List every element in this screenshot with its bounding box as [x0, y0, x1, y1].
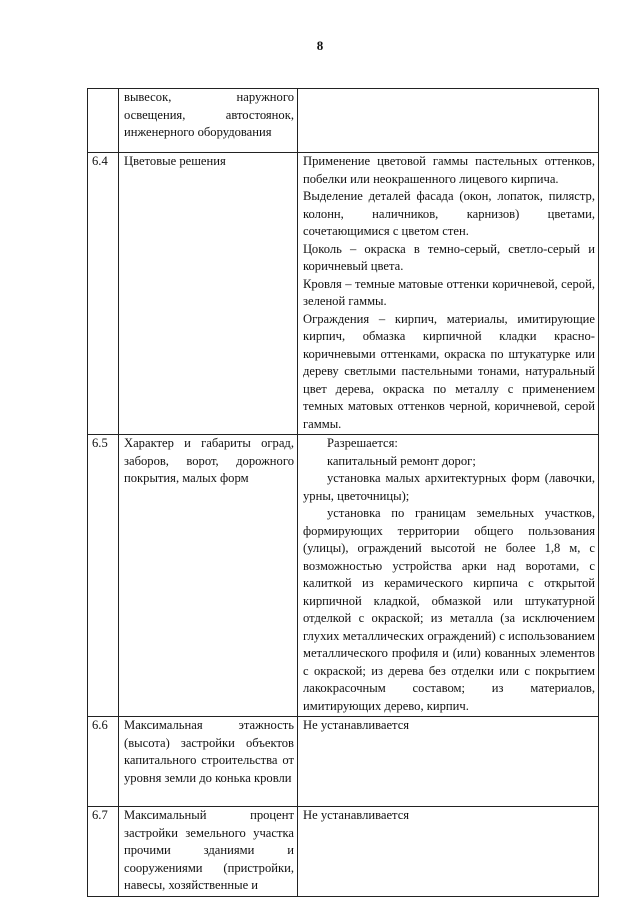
row-paragraph: Ограждения – кирпич, материалы, имитирующие кирпич, обмазка кирпичной кладки красно-коричневыми оттенками, окраска по штукатурке или дереву светлыми пастельными тонами, натуральный цвет дерева, окраска по металлу с применением темных матовых оттенков черной, коричневой, серой гаммы. [303, 311, 595, 431]
row-paragraph: Разрешается: [327, 436, 398, 450]
row-number: 6.7 [88, 807, 119, 897]
row-paragraph: Не устанавливается [303, 718, 410, 732]
row-title: Цветовые решения [119, 153, 298, 435]
table-row [88, 717, 599, 807]
row-content [298, 153, 599, 435]
row-content [298, 717, 599, 807]
regulations-table [87, 88, 599, 897]
row-content [298, 89, 599, 153]
page-number: 8 [316, 38, 324, 53]
row-paragraph: Не устанавливается [303, 808, 410, 822]
row-paragraph: установка малых архитектурных форм (лавочки, урны, цветочницы); [303, 471, 595, 503]
row-paragraph: Кровля – темные матовые оттенки коричневой, серой, зеленой гаммы. [303, 276, 595, 308]
row-number [88, 89, 119, 153]
row-paragraph: Выделение деталей фасада (окон, лопаток, пилястр, колонн, наличников, карнизов) цветами, сочетающимися с цветом стен. [303, 189, 595, 238]
table-row [88, 807, 599, 897]
table-row [88, 435, 599, 717]
row-paragraph: установка по границам земельных участков, формирующих территории общего пользования (улицы), ограждений высотой не более 1,8 м, с возможностью устройства арки над воротами, с калиткой из керамического кирпича с открытой кирпичной кладкой, обмазкой или штукатурной отделкой с окраской; из металла (за исключением глухих металлических ограждений) с использованием металлического профиля и (или) кованных элементов с окраской; из дерева без отделки или с покрытием лакокрасочным составом; из материалов, имитирующих дерево, кирпич. [303, 506, 595, 713]
row-number: 6.6 [88, 717, 119, 807]
row-title: Характер и габариты оград, заборов, ворот, дорожного покрытия, малых форм [119, 435, 298, 717]
row-content [298, 435, 599, 717]
row-number: 6.5 [88, 435, 119, 717]
row-paragraph: Цоколь – окраска в темно-серый, светло-серый и коричневый цвета. [303, 241, 595, 273]
row-content [298, 807, 599, 897]
row-paragraph: Применение цветовой гаммы пастельных оттенков, побелки или неокрашенного лицевого кирпича. [303, 154, 595, 186]
row-paragraph: капитальный ремонт дорог; [327, 453, 476, 468]
row-title: вывесок, наружного освещения, автостоянок, инженерного оборудования [119, 89, 298, 153]
row-title: Максимальный процент застройки земельного участка прочими зданиями и сооружениями (пристройки, навесы, хозяйственные и [119, 807, 298, 897]
row-title: Максимальная этажность (высота) застройки объектов капитального строительства от уровня земли до конька кровли [119, 717, 298, 807]
row-number: 6.4 [88, 153, 119, 435]
table-row [88, 153, 599, 435]
table-row [88, 89, 599, 153]
